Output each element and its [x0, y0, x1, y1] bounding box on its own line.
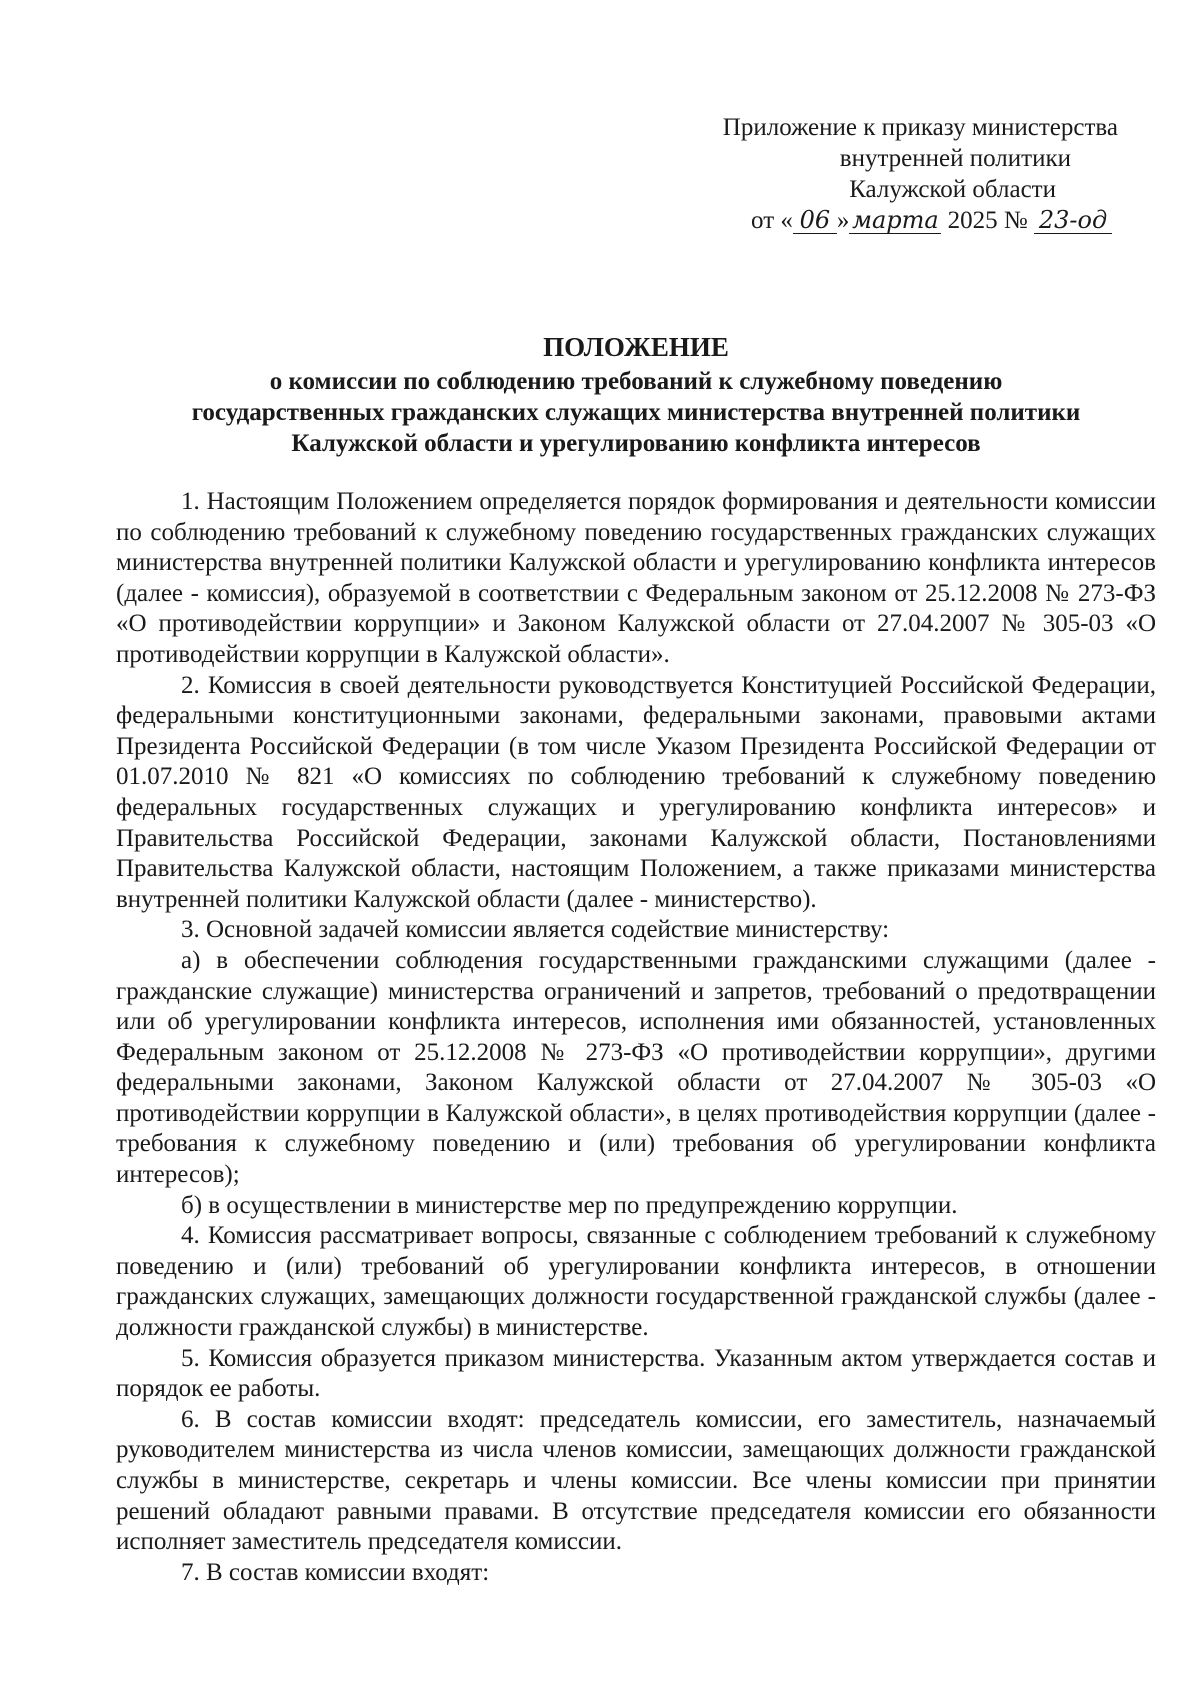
document-subtitle-line-2: государственных гражданских служащих министерства внутренней политики: [191, 399, 1081, 426]
date-prefix: от «: [751, 207, 793, 234]
date-year: 2025: [947, 207, 998, 234]
approval-date-line: [598, 205, 1118, 236]
approval-line-1: Приложение к приказу министерства: [722, 114, 1118, 141]
approval-stamp-block: [598, 112, 1118, 236]
paragraph-7: 7. В состав комиссии входят:: [181, 1558, 490, 1586]
document-title: ПОЛОЖЕНИЕ: [543, 332, 729, 362]
approval-line-3: Калужской области: [849, 176, 1056, 203]
paragraph-4: 4. Комиссия рассматривает вопросы, связанные с соблюдением требований к служебному поведению и (или) требований об урегулировании конфликта интересов, в отношении гражданских служащих, замещающих должности государственной гражданской службы (далее - должности гражданской службы) в министерстве.: [116, 1222, 1156, 1342]
paragraph-5: 5. Комиссия образуется приказом министерства. Указанным актом утверждается состав и порядок ее работы.: [116, 1344, 1156, 1403]
handwritten-day: 06: [793, 207, 837, 234]
document-title-block: [116, 330, 1156, 459]
paragraph-1: 1. Настоящим Положением определяется порядок формирования и деятельности комиссии по соблюдению требований к служебному поведению государственных гражданских служащих министерства внутренней политики Калужской области и урегулированию конфликта интересов (далее - комиссия), образуемой в соответствии с Федеральным законом от 25.12.2008 № 273-ФЗ «О противодействии коррупции» и Законом Калужской области от 27.04.2007 № 305-03 «О противодействии коррупции в Калужской области».: [116, 488, 1156, 668]
paragraph-3b: б) в осуществлении в министерстве мер по предупреждению коррупции.: [181, 1191, 958, 1219]
number-prefix: №: [1003, 207, 1028, 234]
document-subtitle-line-3: Калужской области и урегулированию конфликта интересов: [291, 430, 981, 457]
paragraph-3a: а) в обеспечении соблюдения государственными гражданскими служащими (далее - гражданские служащие) министерства ограничений и запретов, требований о предотвращении или об урегулировании конфликта интересов, исполнения ими обязанностей, установленных Федеральным законом от 25.12.2008 № 273-ФЗ «О противодействии коррупции», другими федеральными законами, Законом Калужской области от 27.04.2007 № 305-03 «О противодействии коррупции в Калужской области», в целях противодействия коррупции (далее - требования к служебному поведению и (или) требования об урегулировании конфликта интересов);: [116, 946, 1156, 1189]
handwritten-month: марта: [849, 207, 941, 234]
approval-line-2: внутренней политики: [839, 145, 1071, 172]
paragraph-3: 3. Основной задачей комиссии является содействие министерству:: [181, 916, 890, 944]
date-mid: »: [836, 207, 850, 234]
document-body: [116, 487, 1156, 1588]
document-subtitle-line-1: о комиссии по соблюдению требований к служебному поведению: [269, 368, 1003, 395]
paragraph-6: 6. В состав комиссии входят: председатель комиссии, его заместитель, назначаемый руководителем министерства из числа членов комиссии, замещающих должности гражданской службы в министерстве, секретарь и члены комиссии. Все члены комиссии при принятии решений обладают равными правами. В отсутствие председателя комиссии его обязанности исполняет заместитель председателя комиссии.: [116, 1405, 1156, 1556]
paragraph-2: 2. Комиссия в своей деятельности руководствуется Конституцией Российской Федерации, федеральными конституционными законами, федеральными законами, правовыми актами Президента Российской Федерации (в том числе Указом Президента Российской Федерации от 01.07.2010 № 821 «О комиссиях по соблюдению требований к служебному поведению федеральных государственных служащих и урегулированию конфликта интересов» и Правительства Российской Федерации, законами Калужской области, Постановлениями Правительства Калужской области, настоящим Положением, а также приказами министерства внутренней политики Калужской области (далее - министерство).: [116, 671, 1156, 913]
handwritten-order-number: 23-од: [1034, 207, 1112, 234]
